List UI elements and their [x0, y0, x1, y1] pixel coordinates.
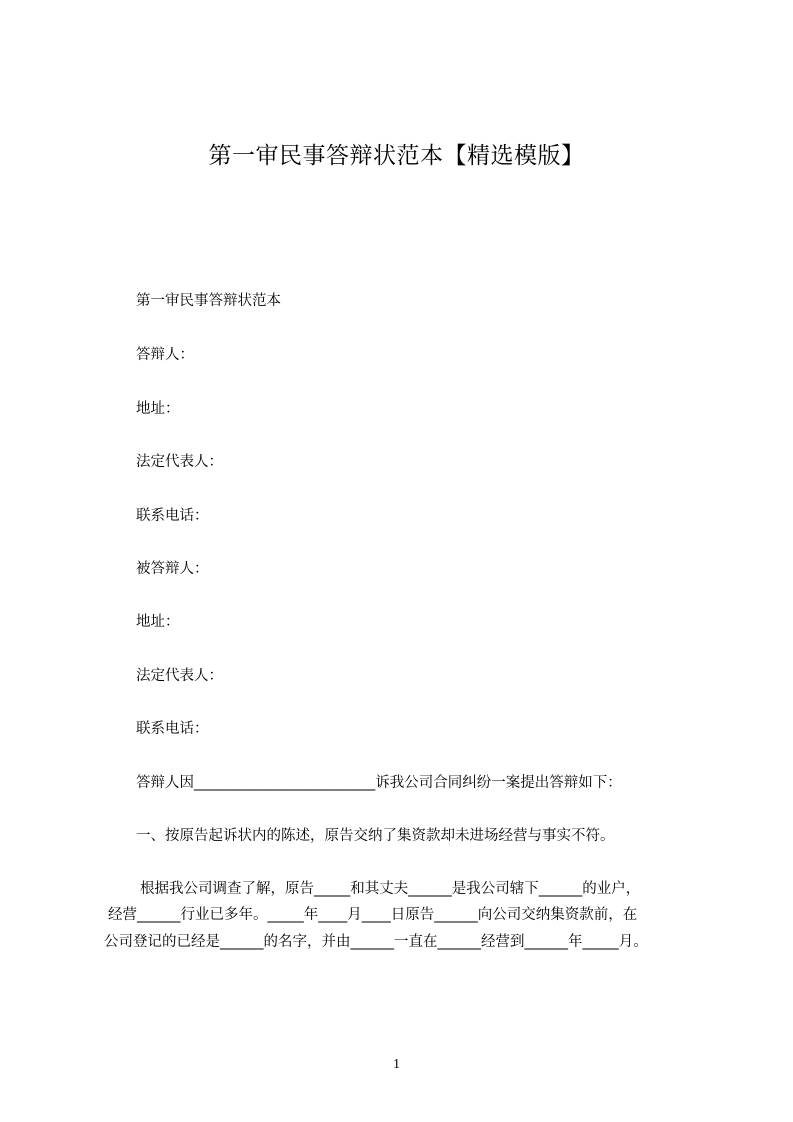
respondent-label: 答辩人： — [136, 347, 194, 363]
intro-line: 答辩人因_________________________诉我公司合同纠纷一案提出答辩如下： — [136, 775, 622, 791]
paragraph-line-1: 根据我公司调查了解，原告_____和其丈夫______是我公司辖下______的业户， — [140, 881, 641, 897]
counterparty-address-label: 地址： — [136, 614, 180, 630]
page-number: 1 — [393, 1057, 400, 1072]
counterparty-representative-label: 法定代表人： — [136, 668, 223, 684]
counterparty-phone-label: 联系电话： — [136, 721, 209, 737]
document-heading: 第一审民事答辩状范本 — [136, 293, 281, 309]
paragraph-line-2: 经营______行业已多年。_____年____月____日原告______向公司交纳集资款前，在 — [108, 907, 638, 923]
section-one-heading: 一、按原告起诉状内的陈述，原告交纳了集资款却未进场经营与事实不符。 — [136, 828, 615, 844]
respondent-representative-label: 法定代表人： — [136, 454, 223, 470]
paragraph-line-3: 公司登记的已经是______的名字，并由______一直在______经营到______年_____月。 — [104, 934, 648, 950]
document-title: 第一审民事答辩状范本【精选模版】 — [208, 143, 585, 169]
counterparty-label: 被答辩人： — [136, 561, 209, 577]
respondent-address-label: 地址： — [136, 401, 180, 417]
respondent-phone-label: 联系电话： — [136, 508, 209, 524]
